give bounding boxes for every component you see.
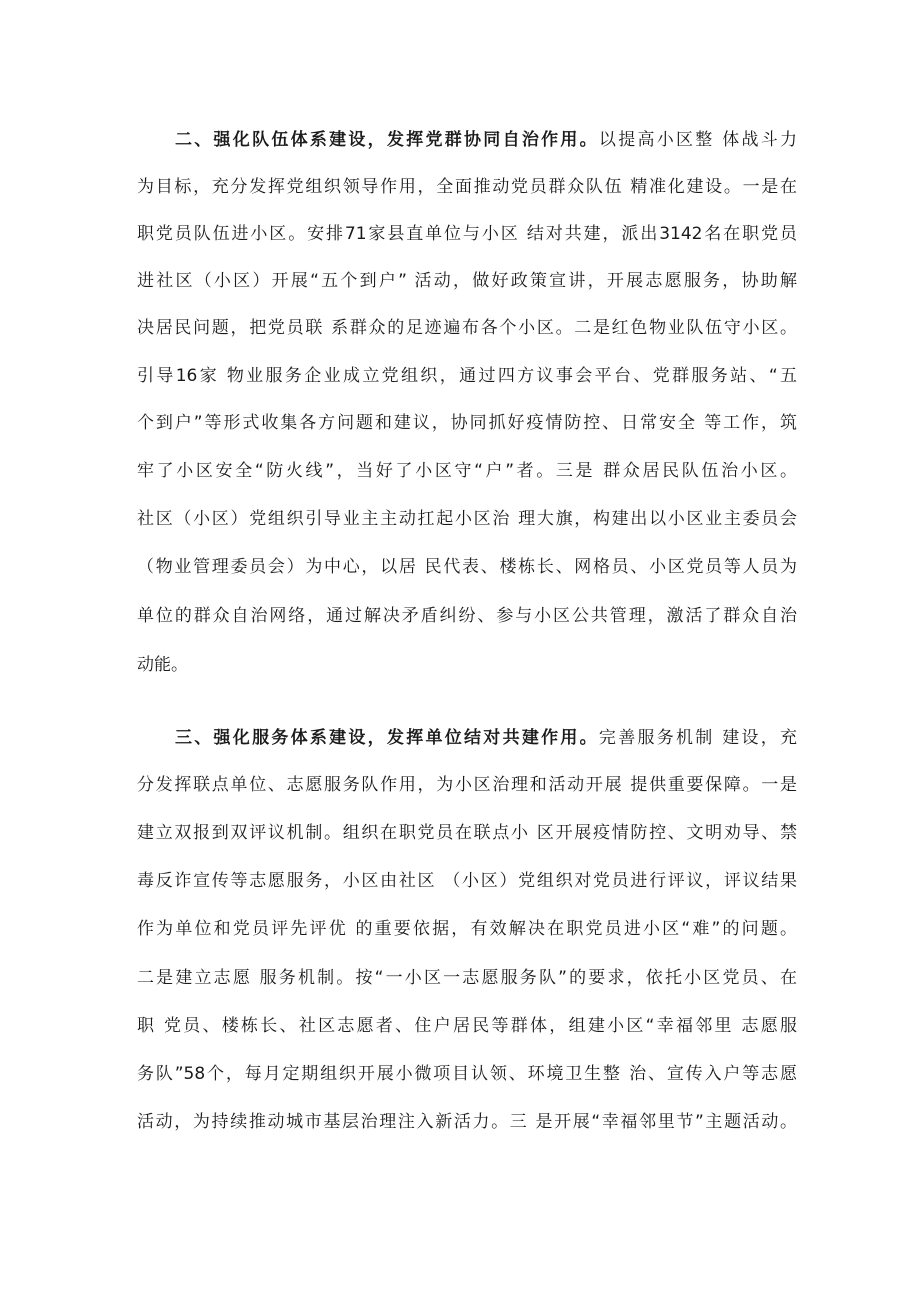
section-2-line-5: 决居民问题，把党员联 系群众的足迹遍布各个小区。二是红色物业队伍守小区。 <box>137 318 797 338</box>
section-2-line-2: 为目标，充分发挥党组织领导作用，全面推动党员群众队伍 精准化建设。一是在 <box>137 177 797 197</box>
section-3-line-6: 二是建立志愿 服务机制。按“一小区一志愿服务队”的要求，依托小区党员、在 <box>137 968 797 988</box>
section-3-heading: 三、强化服务体系建设，发挥单位结对共建作用。 <box>175 728 599 748</box>
section-3-first-line <box>175 727 797 749</box>
section-3-line-7: 职 党员、楼栋长、社区志愿者、住户居民等群体，组建小区“幸福邻里 志愿服 <box>137 1016 797 1036</box>
section-3-line-2: 分发挥联点单位、志愿服务队作用，为小区治理和活动开展 提供重要保障。一是 <box>137 775 797 795</box>
section-3-line-5: 作为单位和党员评先评优 的重要依据，有效解决在职党员进小区“难”的问题。 <box>137 919 797 939</box>
section-2-line-10: （物业管理委员会）为中心，以居 民代表、楼栋长、网格员、小区党员等人员为 <box>137 557 797 577</box>
section-3-line-4: 毒反诈宣传等志愿服务，小区由社区 （小区）党组织对党员进行评议，评议结果 <box>137 871 797 891</box>
section-2-line-7: 个到户”等形式收集各方问题和建议，协同抓好疫情防控、日常安全 等工作，筑 <box>137 413 797 433</box>
section-2-heading: 二、强化队伍体系建设，发挥党群协同自治作用。 <box>175 130 599 150</box>
section-2-line-12: 动能。 <box>137 655 188 675</box>
section-2-line-3: 职党员队伍进小区。安排71家县直单位与小区 结对共建，派出3142名在职党员 <box>137 224 797 244</box>
section-2-line-8: 牢了小区安全“防火线”，当好了小区守“户”者。三是 群众居民队伍治小区。 <box>137 461 797 481</box>
section-2-line-11: 单位的群众自治网络，通过解决矛盾纠纷、参与小区公共管理，激活了群众自治 <box>137 606 797 626</box>
section-2-line-4: 进社区（小区）开展“五个到户” 活动，做好政策宣讲，开展志愿服务，协助解 <box>137 271 797 291</box>
section-2-first-line <box>175 129 797 151</box>
section-3-line-8: 务队”58个，每月定期组织开展小微项目认领、环境卫生整 治、宣传入户等志愿 <box>137 1064 797 1084</box>
section-3-line-3: 建立双报到双评议机制。组织在职党员在联点小 区开展疫情防控、文明劝导、禁 <box>137 823 797 843</box>
section-2-line-1: 以提高小区整 体战斗力 <box>598 130 797 150</box>
section-3-line-9: 活动，为持续推动城市基层治理注入新活力。三 是开展“幸福邻里节”主题活动。 <box>137 1112 797 1132</box>
section-2-line-9: 社区（小区）党组织引导业主主动扛起小区治 理大旗，构建出以小区业主委员会 <box>137 509 797 529</box>
section-3-line-1: 完善服务机制 建设，充 <box>598 728 797 748</box>
section-2-line-6: 引导16家 物业服务企业成立党组织，通过四方议事会平台、党群服务站、“五 <box>137 366 797 386</box>
